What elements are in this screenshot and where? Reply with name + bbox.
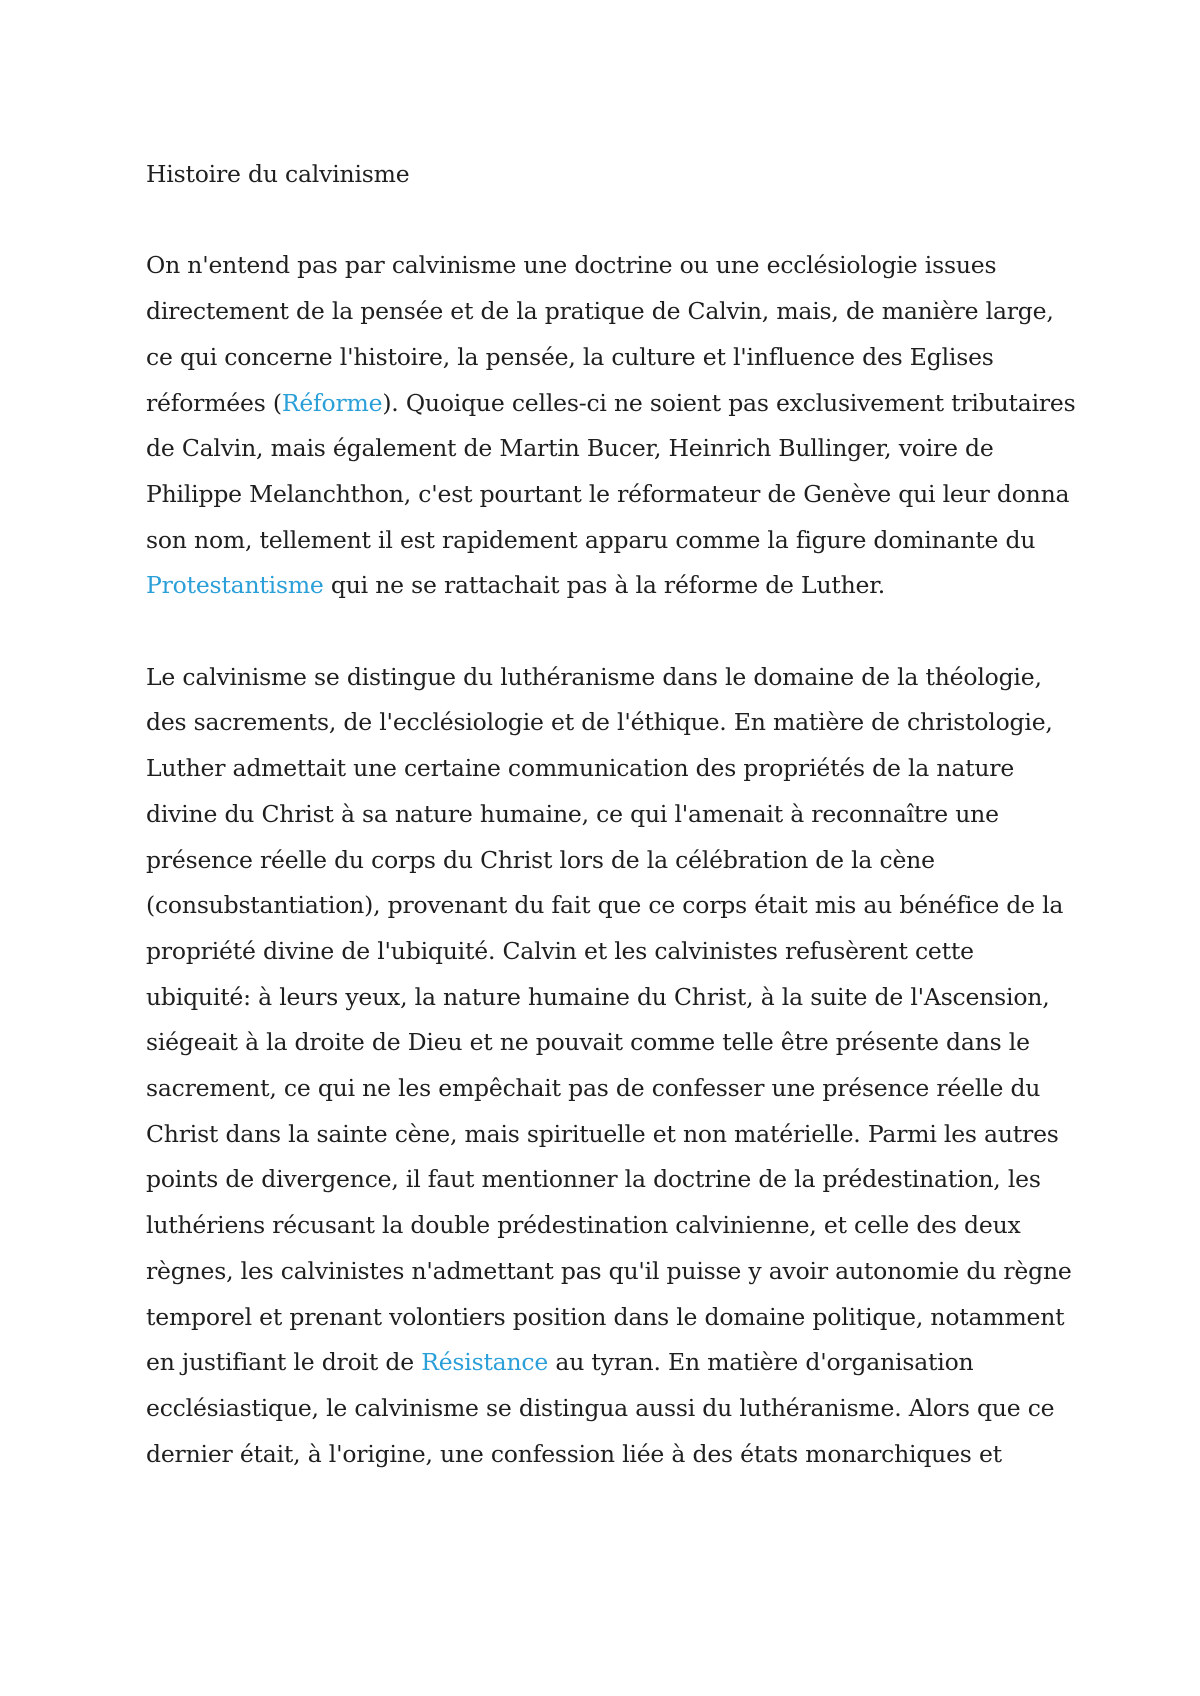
link-reforme[interactable]: Réforme: [281, 388, 383, 417]
paragraph-1-text-a: On n'entend pas par calvinisme une doctrine ou une ecclésiologie issues directement de la pensée et de la pratique de Calvin, mais, de manière large, ce qui concerne l'histoire, la pensée, la culture et l'influence des Eglises réformées (: [146, 251, 1054, 417]
document-page: [146, 152, 1076, 1523]
document-title: Histoire du calvinisme: [146, 160, 410, 188]
paragraph-2: [146, 655, 1076, 1478]
paragraph-1: [146, 243, 1076, 609]
paragraph-2-text-a: Le calvinisme se distingue du luthéranisme dans le domaine de la théologie, des sacrements, de l'ecclésiologie et de l'éthique. En matière de christologie, Luther admettait une certaine communication des propriétés de la nature divine du Christ à sa nature humaine, ce qui l'amenait à reconnaître une présence réelle du corps du Christ lors de la célébration de la cène (consubstantiation), provenant du fait que ce corps était mis au bénéfice de la propriété divine de l'ubiquité. Calvin et les calvinistes refusèrent cette ubiquité: à leurs yeux, la nature humaine du Christ, à la suite de l'Ascension, siégeait à la droite de Dieu et ne pouvait comme telle être présente dans le sacrement, ce qui ne les empêchait pas de confesser une présence réelle du Christ dans la sainte cène, mais spirituelle et non matérielle. Parmi les autres points de divergence, il faut mentionner la doctrine de la prédestination, les luthériens récusant la double prédestination calvinienne, et celle des deux règnes, les calvinistes n'admettant pas qu'il puisse y avoir autonomie du règne temporel et prenant volontiers position dans le domaine politique, notamment en justifiant le droit de: [146, 662, 1072, 1377]
paragraph-1-text-c: qui ne se rattachait pas à la réforme de Luther.: [323, 571, 885, 600]
link-resistance[interactable]: Résistance: [421, 1348, 549, 1377]
link-protestantisme[interactable]: Protestantisme: [146, 571, 324, 600]
paragraph-2-text-b: au tyran. En matière d'organisation ecclésiastique, le calvinisme se distingua aussi du luthéranisme. Alors que ce dernier était, à l'origine, une confession liée à des états monarchiques et: [146, 1348, 1055, 1468]
paragraph-1-text-b: ). Quoique celles-ci ne soient pas exclusivement tributaires de Calvin, mais également de Martin Bucer, Heinrich Bullinger, voire de Philippe Melanchthon, c'est pourtant le réformateur de Genève qui leur donna son nom, tellement il est rapidement apparu comme la figure dominante du: [146, 388, 1076, 554]
